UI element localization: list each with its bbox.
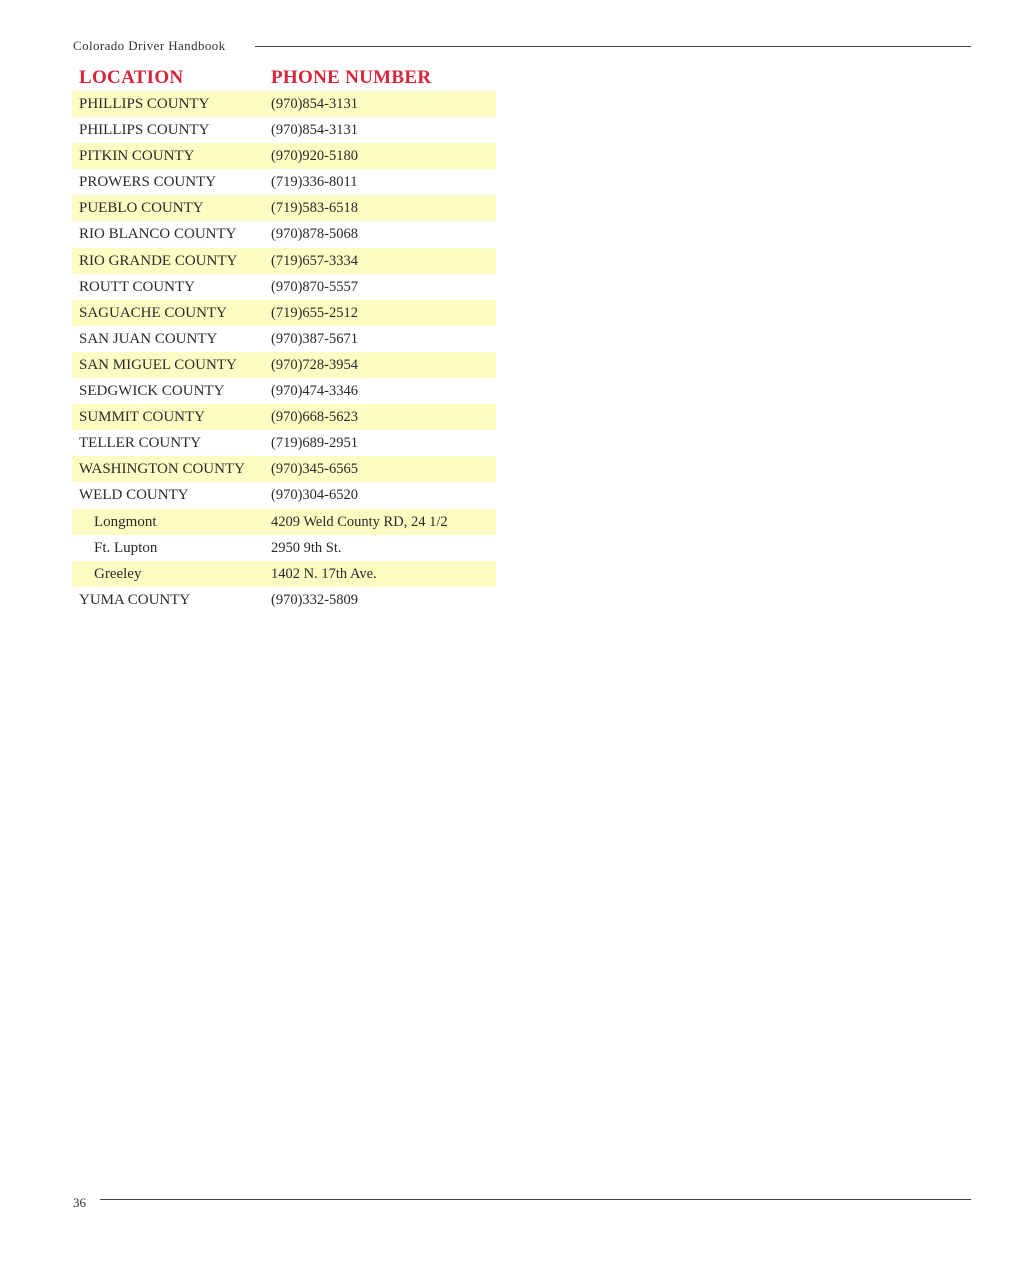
table-header-row [72, 64, 496, 91]
phone-cell: 4209 Weld County RD, 24 1/2 [271, 513, 448, 530]
table-row [72, 587, 496, 613]
phone-cell: (970)332-5809 [271, 591, 358, 608]
table-row [72, 561, 496, 587]
table-row [72, 509, 496, 535]
table-row [72, 378, 496, 404]
table-row [72, 274, 496, 300]
location-cell: RIO BLANCO COUNTY [79, 226, 237, 243]
table-row [72, 300, 496, 326]
table-row [72, 430, 496, 456]
table-row [72, 326, 496, 352]
table-row [72, 404, 496, 430]
phone-cell: (970)668-5623 [271, 409, 358, 426]
location-cell: Ft. Lupton [94, 539, 158, 556]
location-cell: PITKIN COUNTY [79, 148, 195, 165]
phone-cell: (719)336-8011 [271, 174, 358, 191]
phone-cell: 2950 9th St. [271, 539, 342, 556]
table-row [72, 352, 496, 378]
location-cell: SEDGWICK COUNTY [79, 383, 225, 400]
location-cell: ROUTT COUNTY [79, 278, 195, 295]
location-cell: Greeley [94, 565, 142, 582]
table-row [72, 221, 496, 247]
handbook-title: Colorado Driver Handbook [73, 38, 226, 53]
phone-cell: (970)728-3954 [271, 356, 358, 373]
location-cell: YUMA COUNTY [79, 591, 191, 608]
location-cell: SAN MIGUEL COUNTY [79, 356, 237, 373]
page-number: 36 [73, 1195, 86, 1210]
phone-cell: (970)387-5671 [271, 330, 358, 347]
phone-cell: (719)655-2512 [271, 304, 358, 321]
phone-cell: (970)474-3346 [271, 383, 358, 400]
phone-cell: (970)854-3131 [271, 122, 358, 139]
location-phone-table [72, 64, 496, 613]
phone-cell: (970)304-6520 [271, 487, 358, 504]
phone-cell: (970)345-6565 [271, 461, 358, 478]
table-row [72, 117, 496, 143]
page-header [73, 36, 971, 56]
column-header-phone: PHONE NUMBER [271, 67, 432, 88]
phone-cell: (970)878-5068 [271, 226, 358, 243]
location-cell: TELLER COUNTY [79, 435, 202, 452]
location-cell: Longmont [94, 513, 157, 530]
location-cell: WELD COUNTY [79, 487, 189, 504]
phone-cell: (719)657-3334 [271, 252, 358, 269]
table-row [72, 535, 496, 561]
table-row [72, 195, 496, 221]
phone-cell: (970)854-3131 [271, 96, 358, 112]
table-row [72, 169, 496, 195]
phone-cell: (719)583-6518 [271, 200, 358, 217]
location-cell: SUMMIT COUNTY [79, 409, 205, 426]
page-footer [73, 1190, 971, 1210]
footer-rule [100, 1199, 971, 1200]
location-cell: WASHINGTON COUNTY [79, 461, 245, 478]
location-cell: PUEBLO COUNTY [79, 200, 204, 217]
column-header-location: LOCATION [79, 67, 184, 88]
location-cell: PHILLIPS COUNTY [79, 122, 210, 139]
phone-cell: (719)689-2951 [271, 435, 358, 452]
table-row [72, 91, 496, 117]
phone-cell: 1402 N. 17th Ave. [271, 565, 377, 582]
location-cell: PHILLIPS COUNTY [79, 96, 210, 112]
location-cell: SAGUACHE COUNTY [79, 304, 227, 321]
phone-cell: (970)870-5557 [271, 278, 358, 295]
header-rule [255, 46, 971, 47]
table-body [72, 91, 496, 613]
table-row [72, 248, 496, 274]
table-row [72, 143, 496, 169]
table-row [72, 456, 496, 482]
location-cell: PROWERS COUNTY [79, 174, 217, 191]
location-cell: RIO GRANDE COUNTY [79, 252, 238, 269]
table-row [72, 482, 496, 508]
location-cell: SAN JUAN COUNTY [79, 330, 218, 347]
phone-cell: (970)920-5180 [271, 148, 358, 165]
